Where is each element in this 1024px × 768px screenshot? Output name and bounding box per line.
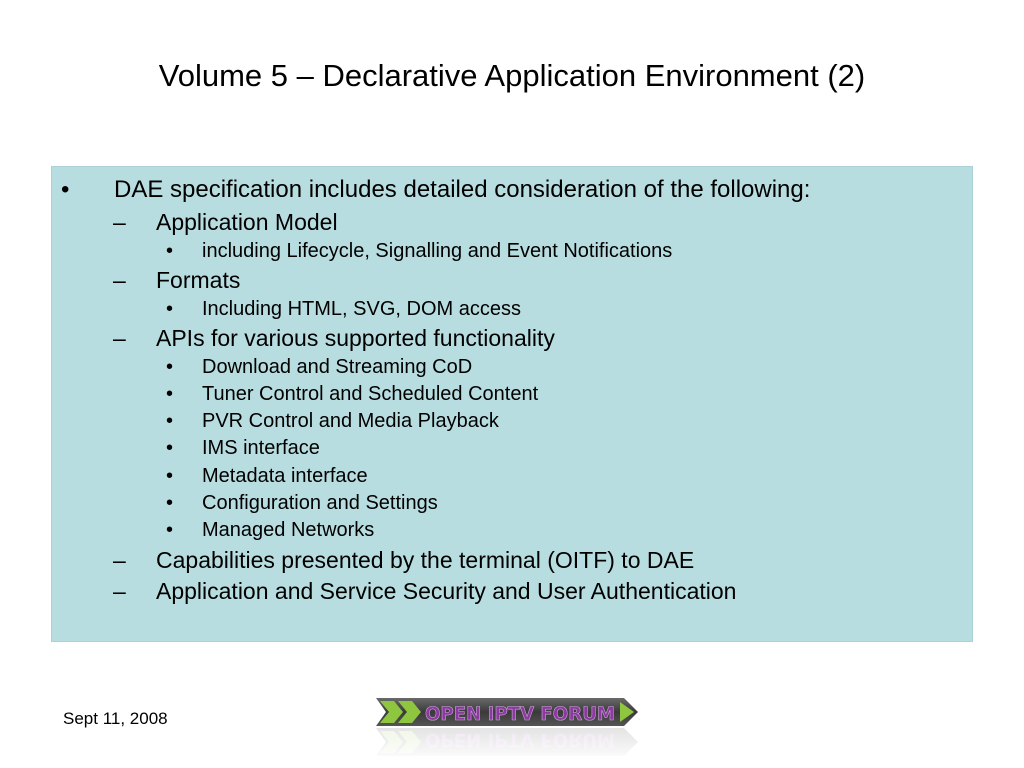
- list-item-text: Formats: [156, 267, 241, 293]
- bullet-icon: •: [166, 465, 174, 487]
- dash-icon: –: [113, 547, 126, 573]
- bullet-icon: •: [166, 298, 174, 320]
- list-item-text: including Lifecycle, Signalling and Event Notifications: [202, 240, 673, 262]
- list-item-text: Capabilities presented by the terminal (OITF) to DAE: [156, 547, 695, 573]
- dash-icon: –: [113, 209, 126, 235]
- footer-date: Sept 11, 2008: [63, 709, 168, 728]
- bullet-icon: •: [61, 176, 70, 203]
- bullet-icon: •: [166, 356, 174, 378]
- bullet-icon: •: [166, 240, 174, 262]
- list-item-text: Download and Streaming CoD: [202, 356, 473, 378]
- list-item-text: Application Model: [156, 209, 338, 235]
- bullet-icon: •: [166, 437, 174, 459]
- bullet-icon: •: [166, 519, 174, 541]
- slide-title: Volume 5 – Declarative Application Environment (2): [158, 58, 866, 93]
- list-item-text: IMS interface: [202, 437, 320, 459]
- dash-icon: –: [113, 325, 126, 351]
- list-item-text: Configuration and Settings: [202, 492, 438, 514]
- content-box: [51, 166, 973, 642]
- list-item-text: APIs for various supported functionality: [156, 325, 555, 351]
- list-item-text: Including HTML, SVG, DOM access: [202, 298, 521, 320]
- open-iptv-forum-logo: [372, 690, 644, 762]
- dash-icon: –: [113, 578, 126, 604]
- intro-text: DAE specification includes detailed consideration of the following:: [114, 176, 811, 203]
- list-item-text: Application and Service Security and User Authentication: [156, 578, 737, 604]
- list-item-text: PVR Control and Media Playback: [202, 410, 499, 432]
- list-item-text: Tuner Control and Scheduled Content: [202, 383, 539, 405]
- bullet-icon: •: [166, 410, 174, 432]
- dash-icon: –: [113, 267, 126, 293]
- bullet-icon: •: [166, 383, 174, 405]
- list-item-text: Metadata interface: [202, 465, 368, 487]
- logo-text: OPEN IPTV FORUM: [425, 703, 615, 725]
- list-item-text: Managed Networks: [202, 519, 375, 541]
- bullet-icon: •: [166, 492, 174, 514]
